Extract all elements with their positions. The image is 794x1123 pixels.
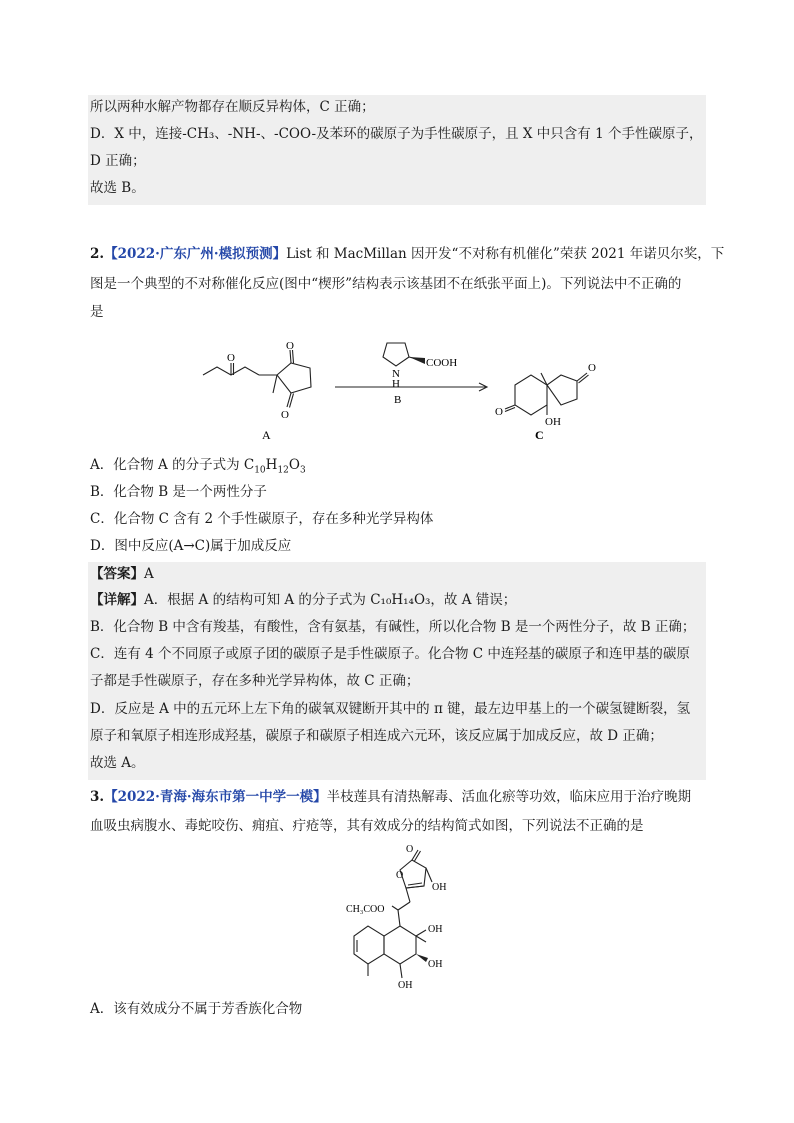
detail-line: 原子和氧原子相连形成羟基，碳原子和碳原子相连成六元环，该反应属于加成反应，故 D 正确； xyxy=(90,728,663,744)
option-text: H xyxy=(265,457,278,473)
atom-label: OH xyxy=(432,882,447,893)
question-source: 【2022·广东广州·模拟预测】 xyxy=(104,246,287,262)
question-2-stem xyxy=(90,244,724,264)
subscript: 3 xyxy=(299,465,306,476)
atom-label: OH xyxy=(545,416,561,428)
reaction-scheme xyxy=(195,335,615,447)
answer-line xyxy=(90,564,154,584)
stem-text: 是 xyxy=(90,304,104,320)
detail-line: B．化合物 B 中含有羧基，有酸性，含有氨基，有碱性，所以化合物 B 是一个两性分子，故 B 正确； xyxy=(90,619,696,635)
atom-label: O xyxy=(588,362,596,374)
option-text: A．化合物 A 的分子式为 C xyxy=(90,457,255,473)
atom-label: CH₃COO xyxy=(346,904,385,915)
atom-label: O xyxy=(495,406,503,418)
question-3-stem xyxy=(90,787,691,807)
text-line: 所以两种水解产物都存在顺反异构体，C 正确； xyxy=(90,99,375,115)
question-source: 【2022·青海·海东市第一中学一模】 xyxy=(104,789,327,805)
option-d: D．图中反应(A→C)属于加成反应 xyxy=(90,538,292,554)
detail-line xyxy=(90,590,516,610)
text-line: D．X 中，连接-CH₃、-NH-、-COO-及苯环的碳原子为手性碳原子，且 X 中只含有 1 个手性碳原子， xyxy=(90,126,703,142)
subscript: 12 xyxy=(277,465,289,476)
atom-label: OH xyxy=(428,959,443,970)
atom-label: OH xyxy=(398,980,413,991)
atom-label: O xyxy=(396,870,404,881)
detail-tag: 【详解】 xyxy=(90,592,144,608)
q3-structure xyxy=(340,842,470,992)
detail-text: A．根据 A 的结构可知 A 的分子式为 C₁₀H₁₄O₃，故 A 错误； xyxy=(144,592,517,608)
question-number: 3. xyxy=(90,789,105,805)
detail-line: D．反应是 A 中的五元环上左下角的碳氧双键断开其中的 π 键，最左边甲基上的一个碳氢键断裂，氢 xyxy=(90,701,691,717)
detail-line: C．连有 4 个不同原子或原子团的碳原子是手性碳原子。化合物 C 中连羟基的碳原子和连甲基的碳原 xyxy=(90,646,690,662)
atom-label: OH xyxy=(428,924,443,935)
detail-line: 子都是手性碳原子，存在多种光学异构体，故 C 正确； xyxy=(90,673,420,689)
option-a: A．该有效成分不属于芳香族化合物 xyxy=(90,1001,303,1017)
atom-label: O xyxy=(227,352,235,364)
compound-label-a: A xyxy=(262,428,271,442)
option-text: O xyxy=(288,457,300,473)
text-line: 故选 B。 xyxy=(90,180,145,196)
atom-label: O xyxy=(286,340,294,352)
stem-text: 半枝莲具有清热解毒、活血化瘀等功效，临床应用于治疗晚期 xyxy=(326,789,692,805)
answer-tag: 【答案】 xyxy=(90,566,144,582)
compound-c-six-ring xyxy=(515,375,547,415)
compound-a-ring xyxy=(277,363,311,393)
atom-label: COOH xyxy=(426,357,458,369)
atom-label: O xyxy=(281,409,289,421)
compound-label-c: C xyxy=(535,428,544,442)
detail-line: 故选 A。 xyxy=(90,755,145,771)
text-line: D 正确； xyxy=(90,153,146,169)
option-c: C．化合物 C 含有 2 个手性碳原子，存在多种光学异构体 xyxy=(90,511,434,527)
answer-value: A xyxy=(144,566,154,582)
atom-label: O xyxy=(406,844,414,855)
option-a xyxy=(90,455,306,481)
question-number: 2. xyxy=(90,246,105,262)
stem-text: 血吸虫病腹水、毒蛇咬伤、痈疽、疔疮等，其有效成分的结构简式如图，下列说法不正确的是 xyxy=(90,818,644,834)
catalyst-label-b: B xyxy=(394,394,402,406)
option-b: B．化合物 B 是一个两性分子 xyxy=(90,484,267,500)
subscript: 10 xyxy=(254,465,266,476)
stem-text: List 和 MacMillan 因开发“不对称有机催化”荣获 2021 年诺贝尔奖，下 xyxy=(286,246,725,262)
catalyst-b-ring xyxy=(383,343,409,366)
atom-label: H xyxy=(392,378,400,390)
compound-c-five-ring xyxy=(547,375,577,405)
stem-text: 图是一个典型的不对称催化反应(图中“楔形”结构表示该基团不在纸张平面上)。下列说法中不正确的 xyxy=(90,276,682,292)
atom-label: N xyxy=(392,368,400,380)
